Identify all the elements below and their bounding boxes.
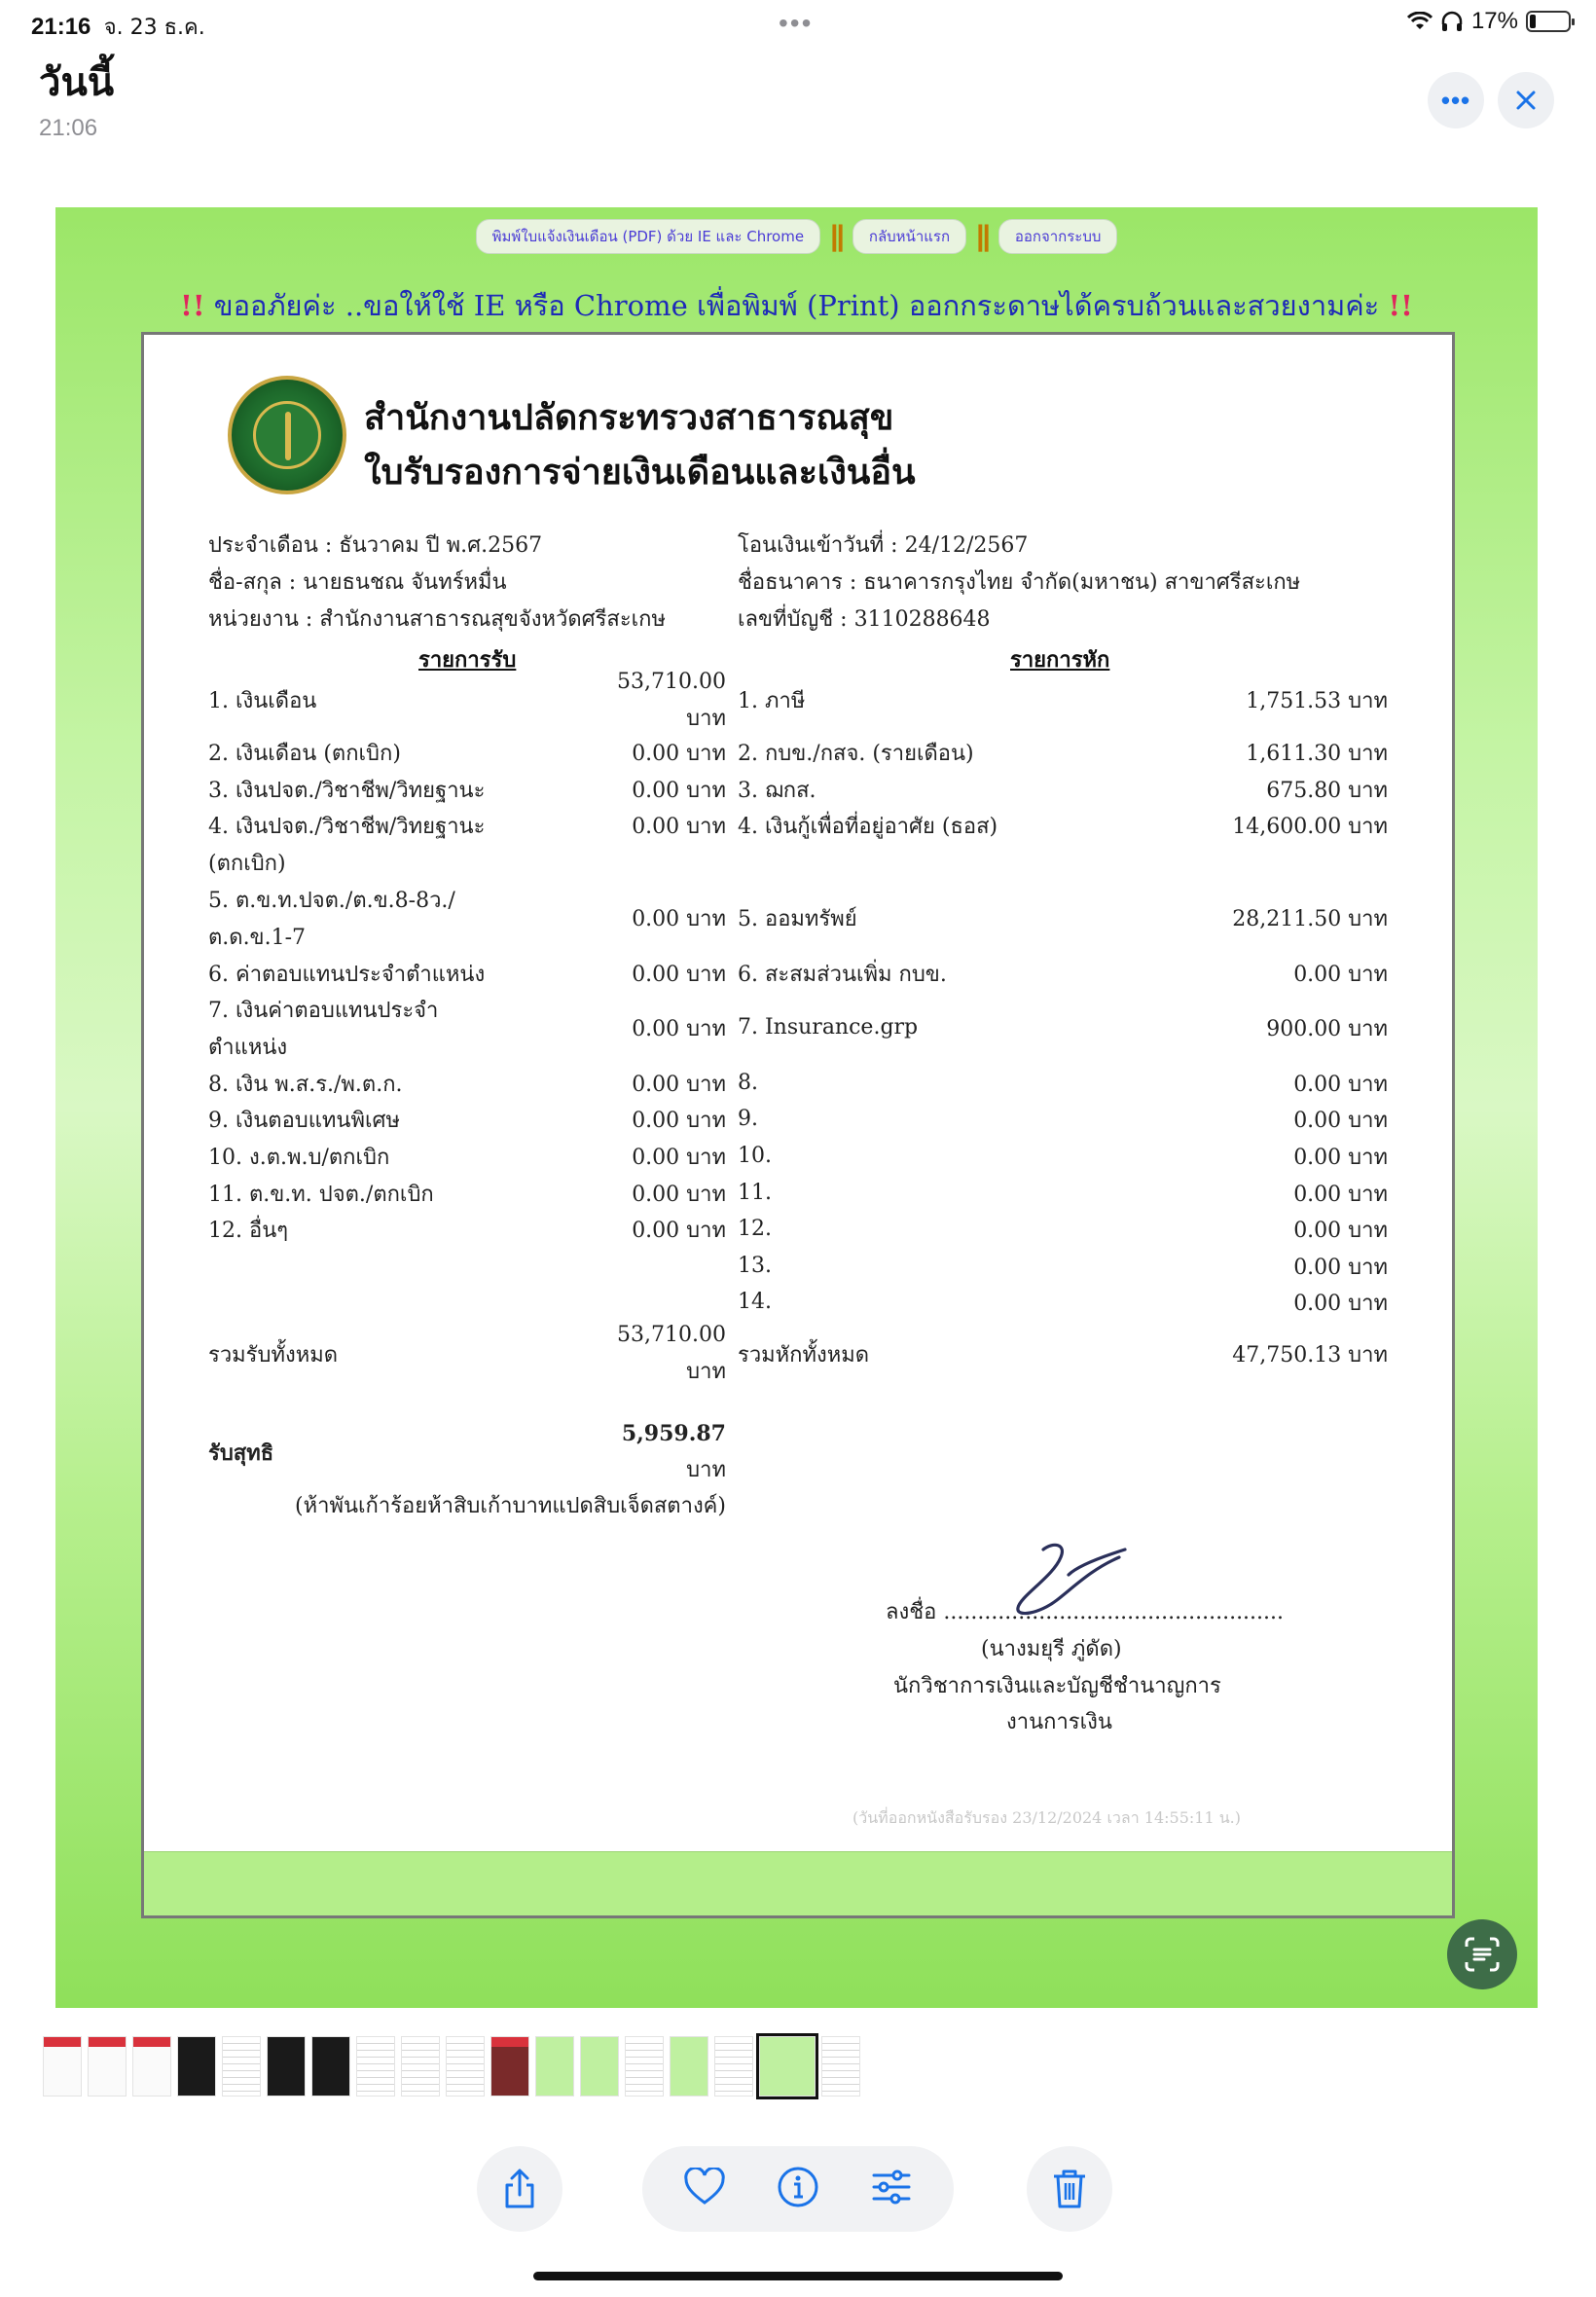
income-amount: 0.00 บาท	[632, 742, 726, 766]
thumbnail[interactable]	[446, 2036, 485, 2096]
net-unit: บาท	[686, 1458, 726, 1482]
signer-department: งานการเงิน	[1006, 1710, 1112, 1734]
income-item-cont: (ตกเบิก)	[208, 852, 286, 876]
income-item: 9. เงินตอบแทนพิเศษ	[208, 1109, 400, 1133]
thumbnail[interactable]	[625, 2036, 664, 2096]
income-item: 4. เงินปจต./วิชาชีพ/วิทยฐานะ	[208, 815, 486, 839]
more-button[interactable]	[1428, 72, 1484, 128]
payslip-document	[141, 332, 1455, 1918]
deduction-item: 9.	[738, 1107, 758, 1131]
thumbnail[interactable]	[88, 2036, 127, 2096]
deduction-item: 14.	[738, 1290, 772, 1314]
income-amount: 0.00 บาท	[632, 1183, 726, 1207]
income-amount: 0.00 บาท	[632, 1017, 726, 1041]
trash-icon	[1051, 2168, 1088, 2210]
income-item: 5. ต.ข.ท.ปจต./ต.ข.8-8ว./	[208, 889, 455, 913]
thumbnail[interactable]	[222, 2036, 261, 2096]
thumbnail[interactable]	[43, 2036, 82, 2096]
info-bank: ชื่อธนาคาร : ธนาคารกรุงไทย จำกัด(มหาชน) สาขาศรีสะเกษ	[738, 570, 1301, 595]
deduction-amount: 28,211.50 บาท	[1232, 907, 1388, 931]
multitasking-dots-icon[interactable]: •••	[779, 8, 814, 38]
signer-name: (นางมยุรี ภู่ดัด)	[981, 1637, 1122, 1661]
deduction-amount: 0.00 บาท	[1293, 1256, 1388, 1280]
deduction-amount: 14,600.00 บาท	[1232, 815, 1388, 839]
deduction-item: 12.	[738, 1217, 772, 1241]
total-income-label: รวมรับทั้งหมด	[208, 1343, 338, 1367]
deduction-item: 7. Insurance.grp	[738, 1015, 919, 1039]
income-item: 3. เงินปจต./วิชาชีพ/วิทยฐานะ	[208, 779, 486, 803]
document-bottom-strip	[144, 1851, 1452, 1915]
deduction-amount: 1,611.30 บาท	[1246, 742, 1388, 766]
deduction-amount: 0.00 บาท	[1293, 1183, 1388, 1207]
ministry-seal-logo	[228, 376, 346, 494]
income-amount: 0.00 บาท	[632, 779, 726, 803]
photo-content[interactable]	[55, 207, 1538, 2008]
heart-icon	[683, 2168, 726, 2206]
deduction-item: 10.	[738, 1144, 772, 1168]
income-item: 1. เงินเดือน	[208, 689, 317, 713]
edit-adjust-button[interactable]	[870, 2168, 913, 2211]
income-item: 2. เงินเดือน (ตกเบิก)	[208, 742, 401, 766]
income-amount: 0.00 บาท	[632, 1109, 726, 1133]
thumbnail[interactable]	[670, 2036, 708, 2096]
deduction-amount: 0.00 บาท	[1293, 1109, 1388, 1133]
deduction-item: 6. สะสมส่วนเพิ่ม กบข.	[738, 963, 947, 987]
income-item: 7. เงินค่าตอบแทนประจำ	[208, 999, 439, 1023]
thumbnail-strip[interactable]	[43, 2036, 860, 2096]
thumbnail[interactable]	[490, 2036, 529, 2096]
income-amount: 0.00 บาท	[632, 907, 726, 931]
income-header: รายการรับ	[418, 647, 517, 673]
income-item-cont: ต.ด.ข.1-7	[208, 926, 307, 950]
income-item: 11. ต.ข.ท. ปจต./ตกเบิก	[208, 1183, 434, 1207]
battery-percent: 17%	[1470, 8, 1518, 34]
link-separator: ||	[976, 220, 989, 252]
deduction-header: รายการหัก	[1010, 647, 1110, 673]
top-links	[55, 219, 1538, 254]
wifi-icon	[1407, 12, 1433, 31]
thumbnail[interactable]	[311, 2036, 350, 2096]
thumbnail[interactable]	[132, 2036, 171, 2096]
deduction-item: 3. ฌกส.	[738, 779, 816, 803]
status-bar	[0, 0, 1596, 47]
adjust-icon	[870, 2168, 913, 2206]
photo-actions-group	[642, 2146, 954, 2232]
doc-title: ใบรับรองการจ่ายเงินเดือนและเงินอื่น	[364, 453, 916, 492]
deduction-amount: 675.80 บาท	[1266, 779, 1388, 803]
deduction-amount: 0.00 บาท	[1293, 963, 1388, 987]
deduction-amount: 0.00 บาท	[1293, 1146, 1388, 1170]
thumbnail[interactable]	[580, 2036, 619, 2096]
income-amount: 53,710.00	[617, 670, 726, 694]
photo-date-title: วันนี้	[39, 60, 115, 105]
thumbnail[interactable]	[535, 2036, 574, 2096]
thumbnail[interactable]	[267, 2036, 306, 2096]
income-item-cont: ตำแหน่ง	[208, 1036, 288, 1060]
thumbnail-current[interactable]	[759, 2036, 816, 2096]
info-button[interactable]	[777, 2166, 819, 2213]
org-name: สำนักงานปลัดกระทรวงสาธารณสุข	[364, 398, 894, 438]
info-transfer-date: โอนเงินเข้าวันที่ : 24/12/2567	[738, 533, 1029, 558]
info-month: ประจำเดือน : ธันวาคม ปี พ.ศ.2567	[208, 533, 543, 558]
deduction-amount: 0.00 บาท	[1293, 1292, 1388, 1316]
income-amount: 0.00 บาท	[632, 1073, 726, 1097]
income-amount: 0.00 บาท	[632, 1146, 726, 1170]
ellipsis-icon: •••	[1440, 85, 1471, 115]
delete-button[interactable]	[1027, 2146, 1112, 2232]
deduction-amount: 0.00 บาท	[1293, 1073, 1388, 1097]
total-deduction-label: รวมหักทั้งหมด	[738, 1343, 870, 1367]
total-income-amount: 53,710.00	[617, 1323, 726, 1347]
deduction-amount: 900.00 บาท	[1266, 1017, 1388, 1041]
home-link[interactable]: กลับหน้าแรก	[852, 219, 966, 254]
info-unit: หน่วยงาน : สำนักงานสาธารณสุขจังหวัดศรีสะเกษ	[208, 607, 666, 632]
deduction-amount: 0.00 บาท	[1293, 1219, 1388, 1243]
income-amount: 0.00 บาท	[632, 815, 726, 839]
home-indicator[interactable]	[533, 2272, 1063, 2280]
info-account: เลขที่บัญชี : 3110288648	[738, 607, 991, 632]
status-indicators	[1407, 8, 1571, 35]
sign-label: ลงชื่อ ..................................................	[886, 1600, 1285, 1624]
signer-position: นักวิชาการเงินและบัญชีชำนาญการ	[893, 1674, 1221, 1698]
share-button[interactable]	[477, 2146, 562, 2232]
share-icon	[500, 2168, 539, 2210]
live-text-icon	[1463, 1935, 1502, 1974]
deduction-item: 13.	[738, 1254, 772, 1278]
deduction-item: 1. ภาษี	[738, 689, 806, 713]
income-item: 12. อื่นๆ	[208, 1219, 289, 1243]
income-item: 6. ค่าตอบแทนประจำตำแหน่ง	[208, 963, 486, 987]
close-icon	[1514, 89, 1538, 112]
income-amount: 0.00 บาท	[632, 963, 726, 987]
income-item: 8. เงิน พ.ส.ร./พ.ต.ก.	[208, 1073, 403, 1097]
battery-icon	[1526, 11, 1571, 32]
income-unit: บาท	[686, 707, 726, 731]
income-item: 10. ง.ต.พ.บ/ตกเบิก	[208, 1146, 390, 1170]
thumbnail[interactable]	[821, 2036, 860, 2096]
deduction-item: 2. กบข./กสจ. (รายเดือน)	[738, 742, 974, 766]
thumbnail[interactable]	[401, 2036, 440, 2096]
total-deduction-amount: 47,750.13 บาท	[1232, 1343, 1388, 1367]
deduction-item: 4. เงินกู้เพื่อที่อยู่อาศัย (ธอส)	[738, 815, 998, 839]
deduction-item: 8.	[738, 1071, 758, 1095]
logout-link[interactable]: ออกจากระบบ	[998, 219, 1118, 254]
close-button[interactable]	[1498, 72, 1554, 128]
deduction-item: 5. ออมทรัพย์	[738, 907, 857, 931]
deduction-item: 11.	[738, 1181, 772, 1205]
deduction-amount: 1,751.53 บาท	[1246, 689, 1388, 713]
total-income-unit: บาท	[686, 1360, 726, 1384]
headphones-icon	[1440, 11, 1464, 32]
status-time: 21:16 จ. 23 ธ.ค.	[31, 14, 205, 40]
income-amount: 0.00 บาท	[632, 1219, 726, 1243]
net-amount-words: (ห้าพันเก้าร้อยห้าสิบเก้าบาทแปดสิบเจ็ดสตางค์)	[295, 1494, 726, 1518]
info-name: ชื่อ-สกุล : นายธนชณ จันทร์หมื่น	[208, 570, 507, 595]
net-amount: 5,959.87	[621, 1421, 726, 1446]
print-pdf-link[interactable]: พิมพ์ใบแจ้งเงินเดือน (PDF) ด้วย IE และ Chrome	[476, 219, 821, 254]
info-icon	[777, 2166, 819, 2208]
thumbnail[interactable]	[177, 2036, 216, 2096]
thumbnail[interactable]	[356, 2036, 395, 2096]
favorite-button[interactable]	[683, 2168, 726, 2211]
net-label: รับสุทธิ	[208, 1440, 274, 1466]
link-separator: ||	[830, 220, 843, 252]
thumbnail[interactable]	[714, 2036, 753, 2096]
browser-warning: !! ขออภัยค่ะ ..ขอให้ใช้ IE หรือ Chrome เพื่อพิมพ์ (Print) ออกกระดาษได้ครบถ้วนและสวยงามค่ะ !!	[180, 289, 1413, 322]
live-text-button[interactable]	[1447, 1919, 1517, 1989]
issued-note: (วันที่ออกหนังสือรับรอง 23/12/2024 เวลา 14:55:11 น.)	[852, 1808, 1241, 1827]
photo-time: 21:06	[39, 115, 98, 141]
